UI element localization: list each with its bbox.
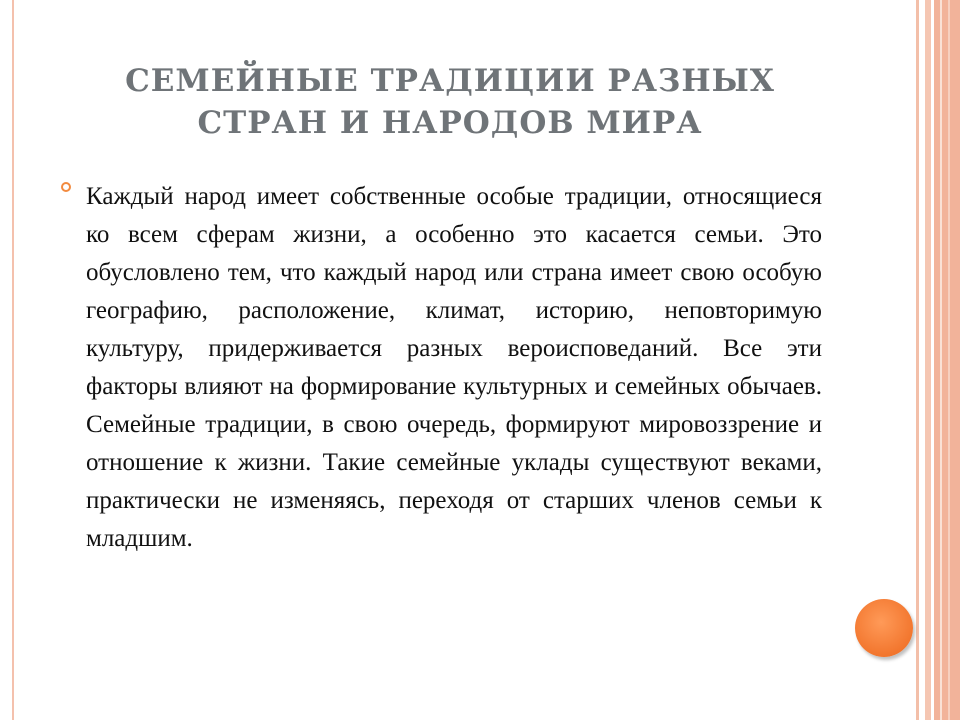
right-decorative-frame xyxy=(916,0,960,720)
slide-title: СЕМЕЙНЫЕ ТРАДИЦИИ РАЗНЫХ СТРАН И НАРОДОВ МИРА xyxy=(125,63,775,141)
bullet-text: Каждый народ имеет собственные особые традиции, относящиеся ко всем сферам жизни, а особенно это касается семьи. Это обусловлено тем, что каждый народ или страна имеет свою особую географию, расположение, климат, историю, неповторимую культуру, придерживается разных вероисповеданий. Все эти факторы влияют на формирование культурных и семейных обычаев. Семейные традиции, в свою очередь, формируют мировоззрение и отношение к жизни. Такие семейные уклады существуют веками, практически не изменяясь, переходя от старших членов семьи к младшим. xyxy=(86,183,822,552)
orange-circle-icon xyxy=(855,599,913,657)
frame-stripe xyxy=(934,0,960,720)
frame-stripe xyxy=(940,0,942,720)
bullet-circle-icon xyxy=(61,182,71,192)
left-border-line xyxy=(12,0,14,720)
frame-stripe xyxy=(948,0,950,720)
